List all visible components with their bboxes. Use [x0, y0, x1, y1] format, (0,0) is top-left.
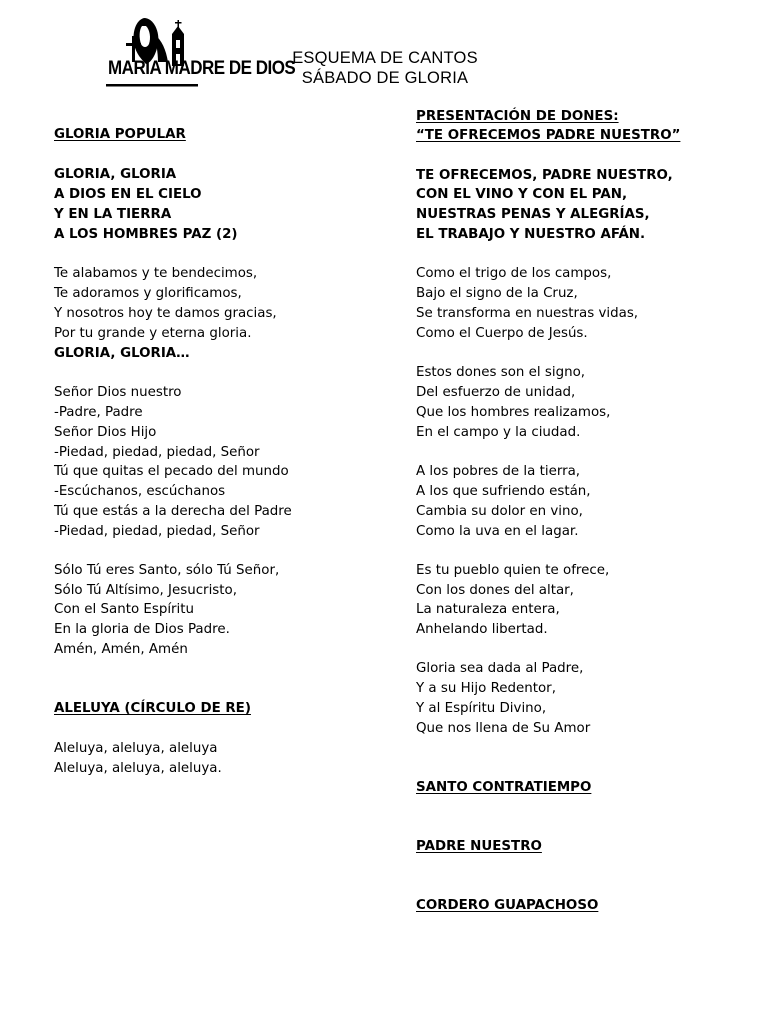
right-lyric-line: NUESTRAS PENAS Y ALEGRÍAS,: [416, 207, 650, 222]
right-lyric-line: Que los hombres realizamos,: [416, 405, 611, 420]
document-title-line2: SÁBADO DE GLORIA: [301, 69, 469, 87]
right-lyric-line: Estos dones son el signo,: [416, 365, 586, 380]
left-lyric-line: Te adoramos y glorificamos,: [54, 286, 242, 301]
right-lyric-line: Cambia su dolor en vino,: [416, 504, 583, 519]
right-lyric-line: Del esfuerzo de unidad,: [416, 385, 576, 400]
right-lyric-line: A los que sufriendo están,: [416, 484, 591, 499]
left-lyric-line: A DIOS EN EL CIELO: [54, 187, 202, 202]
left-heading: ALELUYA (CÍRCULO DE RE): [54, 701, 251, 716]
left-lyric-line: Aleluya, aleluya, aleluya: [54, 741, 218, 756]
right-lyric-line: Y a su Hijo Redentor,: [416, 681, 556, 696]
left-lyric-line: -Escúchanos, escúchanos: [54, 484, 226, 499]
left-lyric-line: -Padre, Padre: [54, 405, 143, 420]
right-lyric-line: TE OFRECEMOS, PADRE NUESTRO,: [416, 168, 673, 183]
left-heading: GLORIA POPULAR: [54, 127, 186, 142]
left-lyric-line: A LOS HOMBRES PAZ (2): [54, 227, 238, 242]
left-lyric-line: En la gloria de Dios Padre.: [54, 622, 230, 637]
right-lyric-line: Como el Cuerpo de Jesús.: [416, 326, 588, 341]
logo-lettering: MARIA MADRE DE DIOS: [108, 56, 296, 79]
right-lyric-line: Se transforma en nuestras vidas,: [416, 306, 639, 321]
left-lyric-line: Y EN LA TIERRA: [54, 207, 172, 222]
right-lyric-line: Gloria sea dada al Padre,: [416, 661, 584, 676]
left-lyric-line: GLORIA, GLORIA: [54, 167, 177, 182]
right-lyric-line: A los pobres de la tierra,: [416, 464, 581, 479]
left-lyric-line: Señor Dios nuestro: [54, 385, 182, 400]
right-lyric-line: Como la uva en el lagar.: [416, 524, 579, 539]
right-lyric-line: Anhelando libertad.: [416, 622, 548, 637]
right-lyric-line: Y al Espíritu Divino,: [416, 701, 547, 716]
parish-logo: [106, 14, 296, 88]
left-lyric-line: Por tu grande y eterna gloria.: [54, 326, 252, 341]
right-heading: SANTO CONTRATIEMPO: [416, 780, 592, 795]
left-lyric-line: Te alabamos y te bendecimos,: [54, 266, 258, 281]
left-lyric-line: Con el Santo Espíritu: [54, 602, 195, 617]
right-lyric-line: La naturaleza entera,: [416, 602, 560, 617]
right-lyric-line: Que nos llena de Su Amor: [416, 721, 591, 736]
left-lyric-line: Señor Dios Hijo: [54, 425, 157, 440]
left-lyric-line: Tú que estás a la derecha del Padre: [54, 504, 292, 519]
right-heading: PRESENTACIÓN DE DONES:: [416, 109, 619, 124]
right-heading: PADRE NUESTRO: [416, 839, 542, 854]
left-lyric-line: Y nosotros hoy te damos gracias,: [54, 306, 277, 321]
left-lyric-line: Aleluya, aleluya, aleluya.: [54, 761, 222, 776]
right-lyric-line: Es tu pueblo quien te ofrece,: [416, 563, 610, 578]
right-lyric-line: Como el trigo de los campos,: [416, 266, 612, 281]
right-lyric-line: Con los dones del altar,: [416, 583, 574, 598]
right-lyric-line: En el campo y la ciudad.: [416, 425, 581, 440]
right-heading: CORDERO GUAPACHOSO: [416, 898, 599, 913]
right-lyric-line: EL TRABAJO Y NUESTRO AFÁN.: [416, 227, 646, 242]
document-title-line1: ESQUEMA DE CANTOS: [292, 49, 478, 67]
right-lyric-line: CON EL VINO Y CON EL PAN,: [416, 187, 628, 202]
left-lyric-line: GLORIA, GLORIA…: [54, 346, 190, 361]
left-lyric-line: -Piedad, piedad, piedad, Señor: [54, 524, 260, 539]
left-lyric-line: Tú que quitas el pecado del mundo: [54, 464, 289, 479]
left-lyric-line: -Piedad, piedad, piedad, Señor: [54, 445, 260, 460]
left-lyric-line: Amén, Amén, Amén: [54, 642, 188, 657]
right-heading: “TE OFRECEMOS PADRE NUESTRO”: [416, 128, 681, 143]
left-lyric-line: Sólo Tú Altísimo, Jesucristo,: [54, 583, 237, 598]
right-lyric-line: Bajo el signo de la Cruz,: [416, 286, 578, 301]
left-lyric-line: Sólo Tú eres Santo, sólo Tú Señor,: [54, 563, 280, 578]
